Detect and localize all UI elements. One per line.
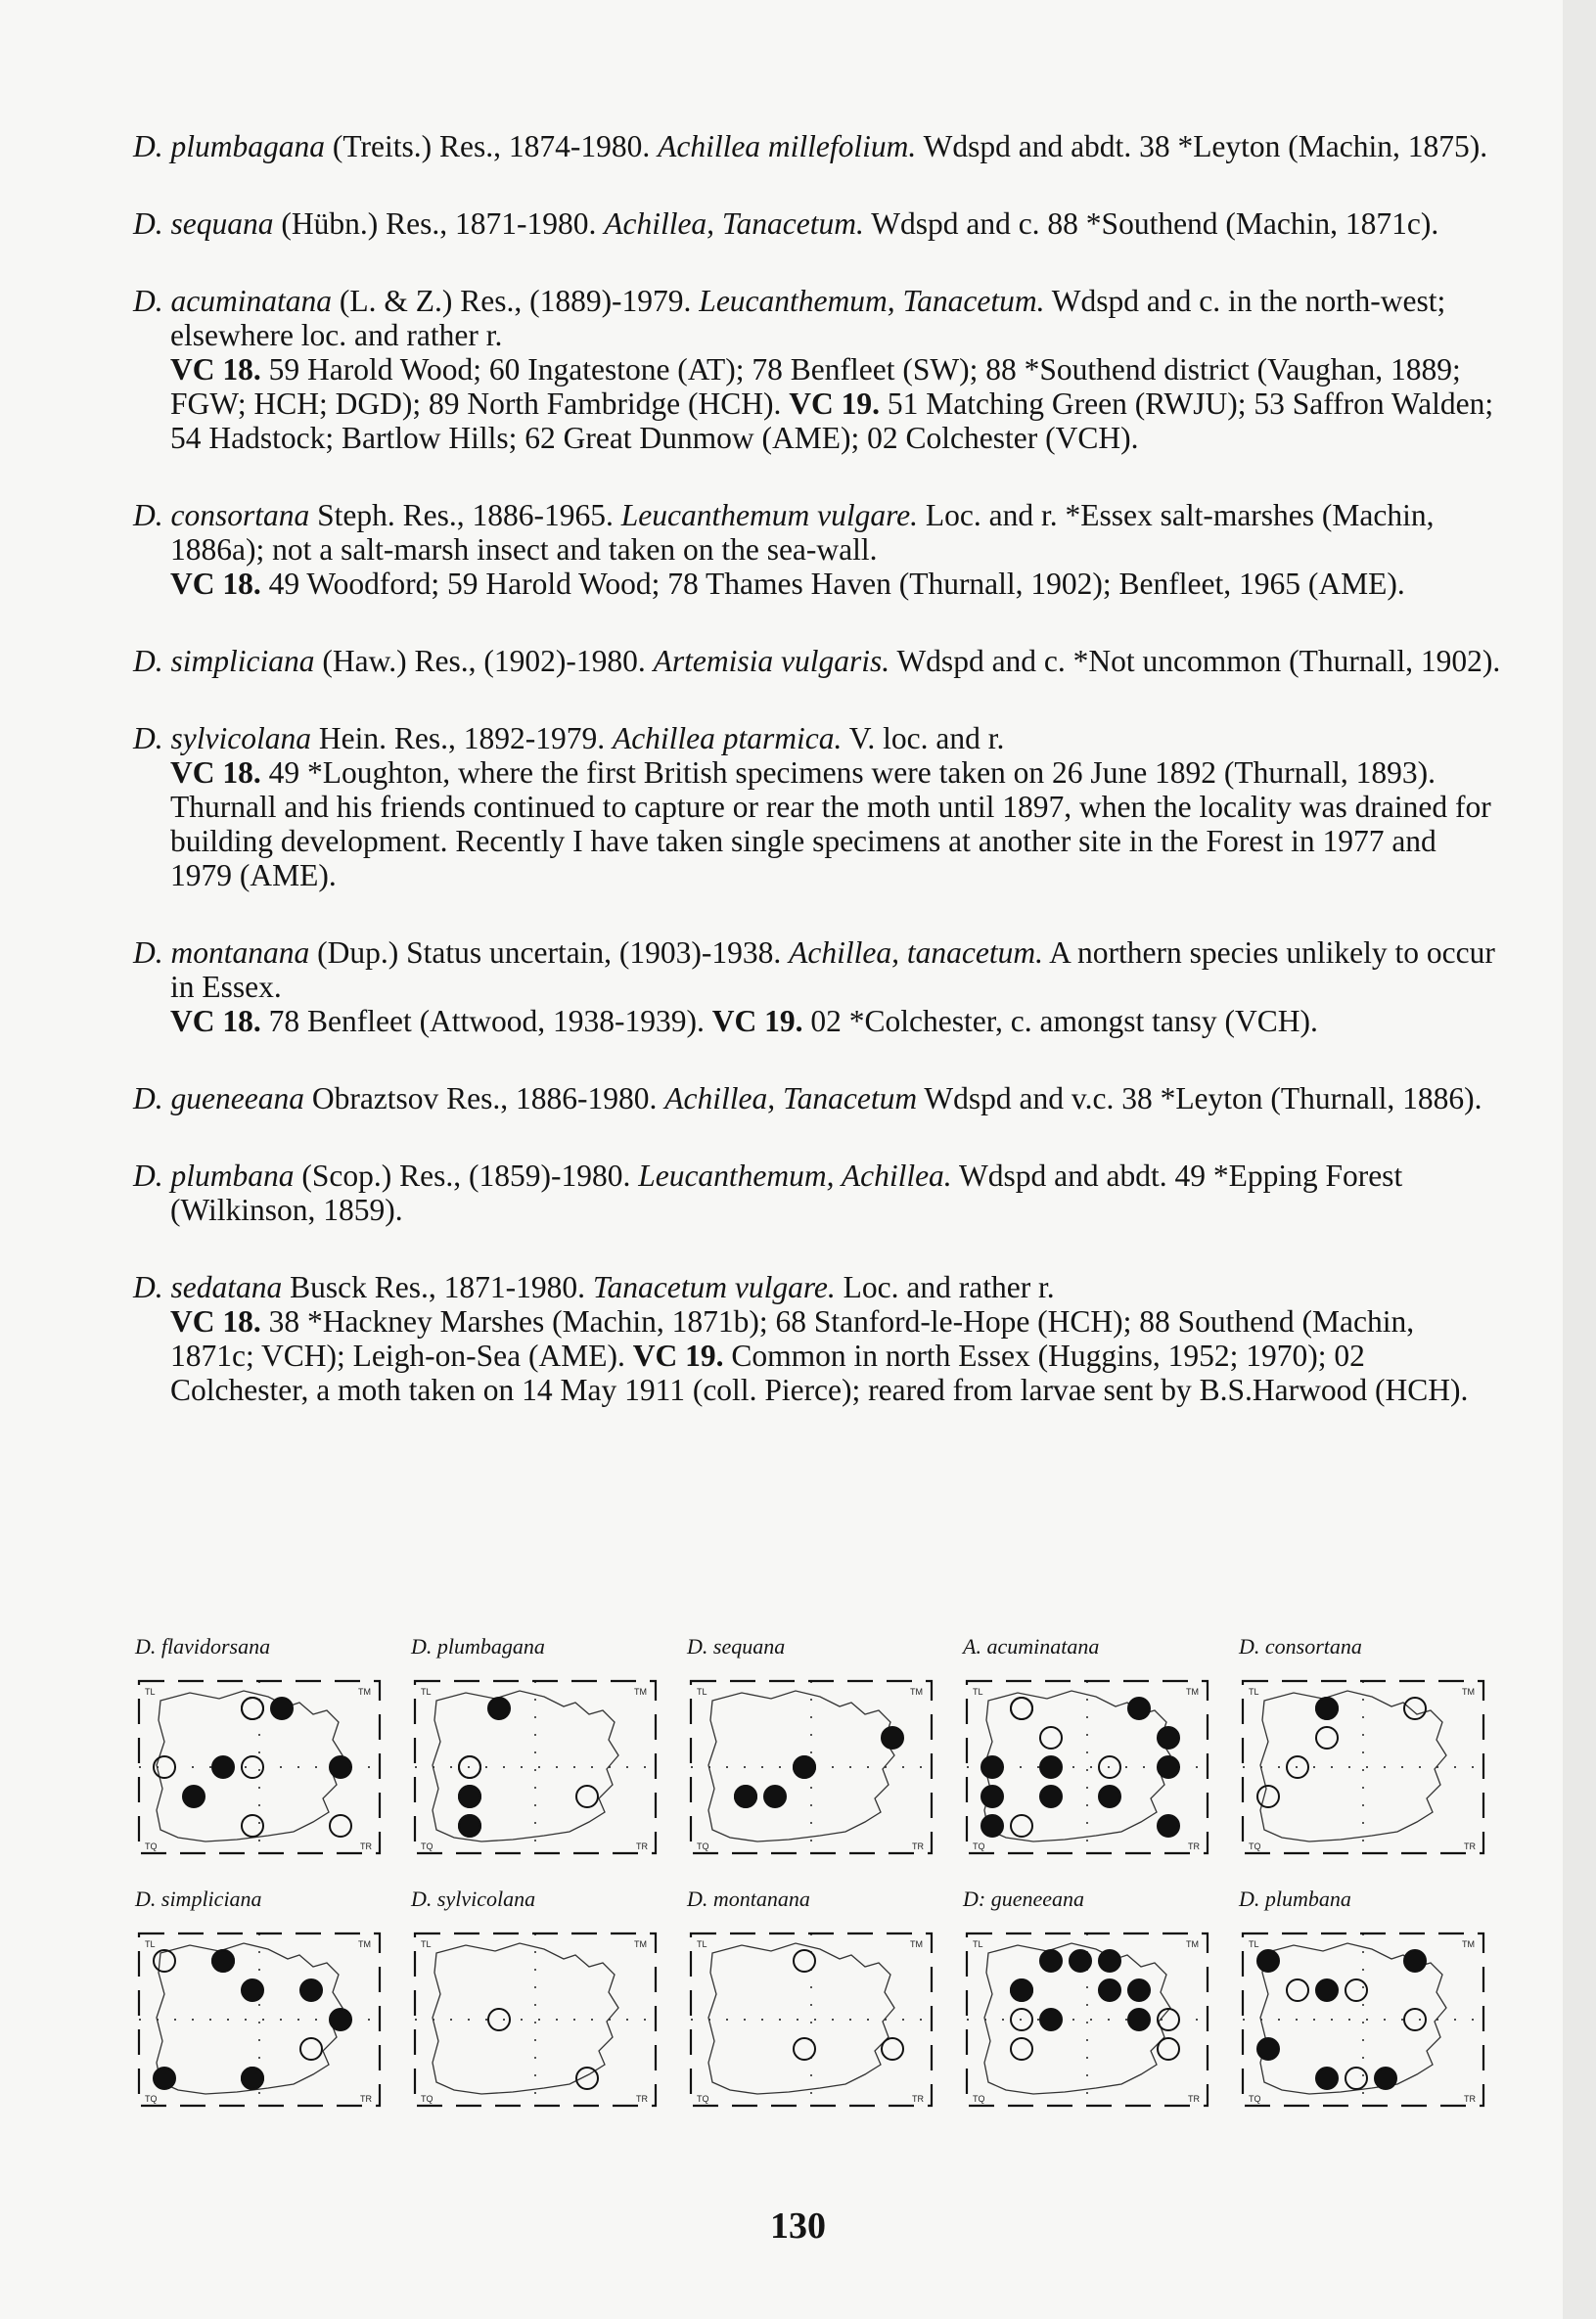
svg-text:TL: TL xyxy=(1249,1939,1259,1949)
svg-text:TR: TR xyxy=(912,2094,924,2104)
foodplant: Leucanthemum, Tanacetum. xyxy=(699,284,1045,318)
svg-text:TL: TL xyxy=(973,1687,983,1697)
vc-records: 59 Harold Wood; 60 Ingatestone (AT); 78 Benfleet (SW); 88 *Southend district (Vaughan, 1889; FGW; HCH; DGD); 89 North Fambridge (HCH). xyxy=(170,352,1461,421)
map-label: D. plumbana xyxy=(1239,1887,1351,1911)
species-name: D. consortana xyxy=(133,498,310,532)
vc-label: VC 18. xyxy=(170,1304,261,1339)
species-entry xyxy=(133,935,1503,1038)
svg-text:TM: TM xyxy=(910,1939,923,1949)
species-name: D. plumbana xyxy=(133,1159,295,1193)
svg-text:TL: TL xyxy=(1249,1687,1259,1697)
distribution-map xyxy=(397,1887,673,2121)
species-notes: Loc. and r. *Essex salt-marshes (Machin, 1886a); not a salt-marsh insect and taken on the sea-wall. xyxy=(170,498,1435,567)
species-name: D. montanana xyxy=(133,935,310,970)
svg-text:TL: TL xyxy=(973,1939,983,1949)
svg-text:TR: TR xyxy=(1464,1842,1476,1851)
svg-text:TR: TR xyxy=(1464,2094,1476,2104)
species-notes: Wdspd and abdt. 38 *Leyton (Machin, 1875). xyxy=(923,129,1488,163)
vc-label: VC 19. xyxy=(789,386,881,421)
distribution-map xyxy=(949,1887,1225,2121)
distribution-map xyxy=(949,1634,1225,1869)
vc-records: 02 *Colchester, c. amongst tansy (VCH). xyxy=(810,1004,1318,1038)
species-name: D. gueneeana xyxy=(133,1081,304,1115)
map-label: D. sylvicolana xyxy=(411,1887,536,1911)
species-entry xyxy=(133,284,1503,455)
species-notes: Loc. and rather r. xyxy=(843,1270,1055,1304)
vc-records: 49 Woodford; 59 Harold Wood; 78 Thames Haven (Thurnall, 1902); Benfleet, 1965 (AME). xyxy=(268,567,1405,601)
species-entry xyxy=(133,498,1503,601)
svg-text:TQ: TQ xyxy=(697,2094,709,2104)
foodplant: Achillea, Tanacetum. xyxy=(604,206,864,241)
species-entry xyxy=(133,129,1503,163)
distribution-map xyxy=(1225,1887,1501,2121)
map-figure xyxy=(1225,1916,1501,2121)
svg-text:TM: TM xyxy=(358,1687,371,1697)
distribution-map xyxy=(121,1887,397,2121)
species-notes: Wdspd and c. *Not uncommon (Thurnall, 1902). xyxy=(896,644,1501,678)
svg-text:TM: TM xyxy=(634,1939,647,1949)
distribution-maps xyxy=(121,1634,1501,2121)
svg-text:TR: TR xyxy=(1188,2094,1200,2104)
svg-text:TM: TM xyxy=(358,1939,371,1949)
species-notes: Wdspd and abdt. 49 *Epping Forest (Wilkinson, 1859). xyxy=(170,1159,1403,1227)
species-name: D. sequana xyxy=(133,206,274,241)
svg-text:TQ: TQ xyxy=(145,2094,158,2104)
vc-records: 51 Matching Green (RWJU); 53 Saffron Walden; 54 Hadstock; Bartlow Hills; 62 Great Dunmow (AME); 02 Colchester (VCH). xyxy=(170,386,1494,455)
species-notes: A northern species unlikely to occur in Essex. xyxy=(170,935,1495,1004)
map-figure xyxy=(673,1916,949,2121)
species-entry xyxy=(133,721,1503,892)
species-notes: V. loc. and r. xyxy=(848,721,1005,755)
distribution-map xyxy=(1225,1634,1501,1869)
svg-text:TR: TR xyxy=(912,1842,924,1851)
vc-label: VC 18. xyxy=(170,1004,261,1038)
svg-text:TL: TL xyxy=(697,1687,707,1697)
svg-text:TM: TM xyxy=(634,1687,647,1697)
svg-text:TQ: TQ xyxy=(1249,2094,1261,2104)
map-label: D. montanana xyxy=(687,1887,810,1911)
foodplant: Achillea, tanacetum. xyxy=(789,935,1043,970)
species-authority: (Scop.) Res., (1859)-1980. xyxy=(301,1159,631,1193)
distribution-map xyxy=(673,1634,949,1869)
svg-text:TL: TL xyxy=(697,1939,707,1949)
map-label: D. plumbagana xyxy=(411,1634,545,1659)
species-entry xyxy=(133,644,1503,678)
map-figure xyxy=(673,1663,949,1869)
species-authority: (L. & Z.) Res., (1889)-1979. xyxy=(339,284,692,318)
foodplant: Achillea millefolium. xyxy=(658,129,917,163)
svg-text:TQ: TQ xyxy=(145,1842,158,1851)
svg-text:TM: TM xyxy=(1186,1939,1199,1949)
foodplant: Tanacetum vulgare. xyxy=(592,1270,836,1304)
svg-text:TM: TM xyxy=(1462,1939,1475,1949)
species-name: D. sylvicolana xyxy=(133,721,311,755)
page-edge xyxy=(1563,0,1596,2319)
species-name: D. simpliciana xyxy=(133,644,315,678)
distribution-map xyxy=(673,1887,949,2121)
svg-text:TM: TM xyxy=(1462,1687,1475,1697)
distribution-map xyxy=(121,1634,397,1869)
svg-text:TR: TR xyxy=(360,2094,372,2104)
species-authority: (Dup.) Status uncertain, (1903)-1938. xyxy=(317,935,782,970)
species-name: D. plumbagana xyxy=(133,129,325,163)
map-figure xyxy=(949,1916,1225,2121)
species-notes: Wdspd and c. in the north-west; elsewhere loc. and rather r. xyxy=(170,284,1446,352)
svg-text:TL: TL xyxy=(421,1687,432,1697)
map-figure xyxy=(397,1916,673,2121)
foodplant: Achillea ptarmica. xyxy=(612,721,843,755)
svg-text:TM: TM xyxy=(910,1687,923,1697)
svg-text:TR: TR xyxy=(636,2094,648,2104)
foodplant: Achillea, Tanacetum xyxy=(664,1081,918,1115)
map-figure xyxy=(121,1916,397,2121)
svg-text:TQ: TQ xyxy=(973,1842,985,1851)
species-entry xyxy=(133,1270,1503,1407)
species-authority: Obraztsov Res., 1886-1980. xyxy=(311,1081,658,1115)
svg-text:TQ: TQ xyxy=(973,2094,985,2104)
vc-records: Common in north Essex (Huggins, 1952; 1970); 02 Colchester, a moth taken on 14 May 1911 (coll. Pierce); reared from larvae sent by B.S.Harwood (HCH). xyxy=(170,1339,1469,1407)
svg-text:TR: TR xyxy=(636,1842,648,1851)
species-authority: Busck Res., 1871-1980. xyxy=(290,1270,585,1304)
map-label: D. flavidorsana xyxy=(135,1634,271,1659)
species-name: D. sedatana xyxy=(133,1270,283,1304)
vc-records: 49 *Loughton, where the first British specimens were taken on 26 June 1892 (Thurnall, 1893). Thurnall and his friends continued to capture or rear the moth until 1897, when the locality was drained for building development. Recently I have taken single specimens at another site in the Forest in 1977 and 1979 (AME). xyxy=(170,755,1491,892)
map-figure xyxy=(397,1663,673,1869)
species-notes: Wdspd and c. 88 *Southend (Machin, 1871c). xyxy=(871,206,1439,241)
map-label: D: gueneeana xyxy=(963,1887,1085,1911)
map-label: D. consortana xyxy=(1239,1634,1362,1659)
svg-text:TQ: TQ xyxy=(421,2094,433,2104)
vc-label: VC 19. xyxy=(711,1004,803,1038)
species-entry xyxy=(133,1081,1503,1115)
svg-text:TM: TM xyxy=(1186,1687,1199,1697)
species-authority: (Haw.) Res., (1902)-1980. xyxy=(322,644,646,678)
foodplant: Leucanthemum vulgare. xyxy=(620,498,919,532)
map-figure xyxy=(121,1663,397,1869)
species-authority: (Hübn.) Res., 1871-1980. xyxy=(281,206,597,241)
svg-text:TQ: TQ xyxy=(697,1842,709,1851)
vc-records: 78 Benfleet (Attwood, 1938-1939). xyxy=(268,1004,705,1038)
distribution-map xyxy=(397,1634,673,1869)
map-figure xyxy=(1225,1663,1501,1869)
map-label: D. sequana xyxy=(687,1634,786,1659)
species-notes: Wdspd and v.c. 38 *Leyton (Thurnall, 1886). xyxy=(924,1081,1482,1115)
vc-label: VC 18. xyxy=(170,755,261,790)
svg-text:TQ: TQ xyxy=(1249,1842,1261,1851)
species-authority: Hein. Res., 1892-1979. xyxy=(318,721,606,755)
foodplant: Artemisia vulgaris. xyxy=(653,644,890,678)
vc-records: 38 *Hackney Marshes (Machin, 1871b); 68 Stanford-le-Hope (HCH); 88 Southend (Machin, 1871c; VCH); Leigh-on-Sea (AME). xyxy=(170,1304,1415,1373)
vc-label: VC 18. xyxy=(170,352,261,386)
species-entry xyxy=(133,1159,1503,1227)
page-number: 130 xyxy=(770,2205,826,2247)
svg-text:TL: TL xyxy=(145,1939,156,1949)
vc-label: VC 19. xyxy=(632,1339,724,1373)
map-figure xyxy=(949,1663,1225,1869)
map-label: A. acuminatana xyxy=(963,1634,1100,1659)
map-label: D. simpliciana xyxy=(135,1887,262,1911)
svg-text:TQ: TQ xyxy=(421,1842,433,1851)
vc-label: VC 18. xyxy=(170,567,261,601)
foodplant: Leucanthemum, Achillea. xyxy=(638,1159,952,1193)
species-authority: (Treits.) Res., 1874-1980. xyxy=(332,129,651,163)
svg-text:TL: TL xyxy=(145,1687,156,1697)
species-authority: Steph. Res., 1886-1965. xyxy=(317,498,614,532)
species-name: D. acuminatana xyxy=(133,284,332,318)
svg-text:TR: TR xyxy=(1188,1842,1200,1851)
svg-text:TR: TR xyxy=(360,1842,372,1851)
species-entry xyxy=(133,206,1503,241)
text-body xyxy=(133,129,1503,1450)
svg-text:TL: TL xyxy=(421,1939,432,1949)
